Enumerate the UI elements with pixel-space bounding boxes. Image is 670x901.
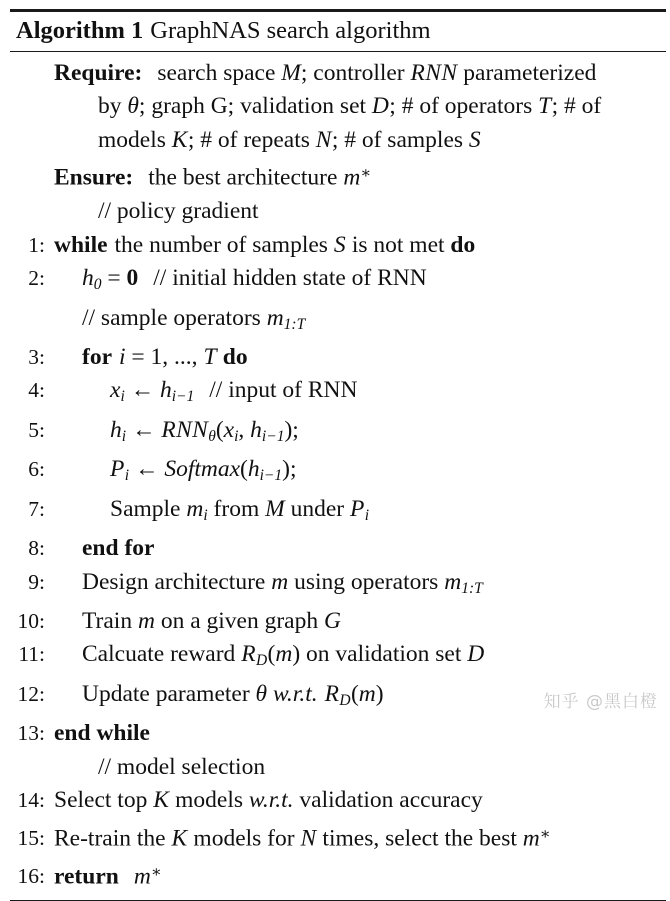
watermark: 知乎 @黑白橙 <box>543 692 658 712</box>
line-number: 15: <box>17 826 45 851</box>
algorithm-block <box>0 9 670 890</box>
line-number: 8: <box>28 536 45 561</box>
step-15: 15: Re-train the K models for N times, select the best m∗ <box>10 818 666 856</box>
step-4: 4: $x_i$ ← $h_{i-1}$ // input of RNN <box>10 374 666 413</box>
step-3: 3: for i = 1, ..., T do <box>10 341 666 374</box>
line-number: 12: <box>17 681 45 706</box>
keyword-end-while: end while <box>54 720 150 747</box>
require-line-2: by θ; graph G; validation set D; # of operators T; # of <box>98 93 602 120</box>
require-line-1: Require: search space M; controller RNN parameterized <box>54 60 597 86</box>
algorithm-title <box>10 12 666 49</box>
line-number: 6: <box>28 457 45 482</box>
line-number: 16: <box>17 864 45 889</box>
comment-initial-hidden: // initial hidden state of RNN <box>153 265 427 292</box>
comment-text: // model selection <box>98 753 266 780</box>
step-6: 6: $P_i$ ← $Softmax(h_{i-1})$; <box>10 453 666 492</box>
keyword-return: return <box>54 863 119 890</box>
algorithm-title-text: GraphNAS search algorithm <box>150 17 431 44</box>
line-number: 10: <box>17 609 45 634</box>
step-1: 1: while the number of samples S is not met do <box>10 229 666 262</box>
keyword-for: for <box>82 344 113 371</box>
ensure-label: Ensure: <box>54 164 134 191</box>
line-number: 3: <box>28 345 45 370</box>
require-label: Require: <box>54 60 143 86</box>
step-9: 9: Design architecture m using operators $m_{1:T}$ <box>10 566 666 605</box>
line-number: 4: <box>28 378 45 403</box>
ensure-line: Ensure: the best architecture m∗ <box>54 164 372 191</box>
step-8 <box>10 532 666 565</box>
require-line-3: models K; # of repeats N; # of samples S <box>98 126 482 153</box>
keyword-do: do <box>450 231 476 258</box>
step-10: 10: Train m on a given graph G <box>10 605 666 638</box>
line-number: 2: <box>28 266 45 291</box>
step-7: 7: Sample $m_i$ from M under $P_i$ <box>10 493 666 532</box>
algorithm-label: Algorithm 1 <box>16 17 144 44</box>
step-5: 5: $h_i$ ← $RNN_\theta(x_i$, $h_{i-1}$); <box>10 414 666 453</box>
line-number: 11: <box>18 642 45 667</box>
step-11: 11: Calcuate reward $R_D(m)$ on validation set D <box>10 638 666 677</box>
line-number: 1: <box>28 232 45 257</box>
line-number: 14: <box>17 788 45 813</box>
comment-model-selection <box>10 751 666 784</box>
line-number: 9: <box>28 569 45 594</box>
comment-sample-operators: // sample operators $m_{1:T}$ <box>82 304 306 333</box>
line-number: 5: <box>28 417 45 442</box>
step-2: 2: $h_0 = 0$ // initial hidden state of RNN <box>10 262 666 301</box>
comment-policy-gradient <box>10 195 666 228</box>
step-14: 14: Select top K models w.r.t. validation accuracy <box>10 784 666 817</box>
comment-input-of: // input of RNN <box>209 377 358 404</box>
keyword-do: do <box>222 344 248 371</box>
step-12: 12: Update parameter θ w.r.t. $R_D(m)$ <box>10 678 666 717</box>
keyword-while: while <box>54 231 108 258</box>
keyword-end-for: end for <box>82 535 155 562</box>
comment-text: // policy gradient <box>98 198 259 225</box>
step-16: 16: return m∗ <box>10 856 666 894</box>
algorithm-body <box>10 52 666 894</box>
line-number: 13: <box>17 721 45 746</box>
line-number: 7: <box>28 496 45 521</box>
step-13 <box>10 717 666 750</box>
